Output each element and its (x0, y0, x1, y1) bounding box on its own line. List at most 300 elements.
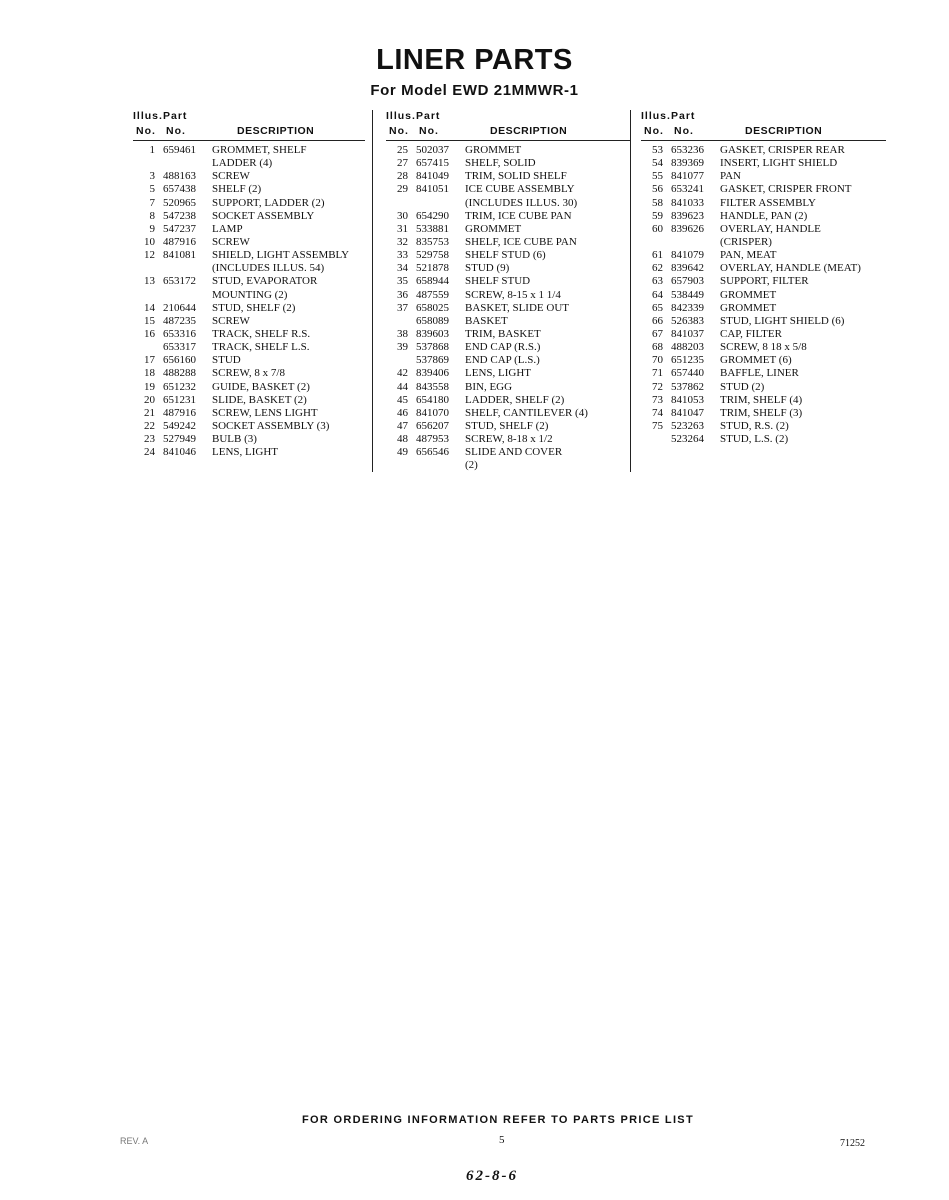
part-number: 651231 (163, 393, 196, 406)
parts-row (641, 381, 886, 394)
parts-row (641, 197, 886, 210)
parts-row (386, 262, 631, 275)
part-number: 210644 (163, 301, 196, 314)
parts-row (641, 144, 886, 157)
illus-number: 54 (652, 157, 663, 170)
part-number: 529758 (416, 249, 449, 262)
part-number: 537869 (416, 354, 449, 367)
part-description: SHELF, SOLID (465, 157, 536, 170)
part-number: 547238 (163, 209, 196, 222)
parts-row (641, 367, 886, 380)
part-number: 841077 (671, 170, 704, 183)
header-description: DESCRIPTION (745, 125, 823, 137)
parts-row (641, 302, 886, 315)
parts-row (386, 407, 631, 420)
part-description: SOCKET ASSEMBLY (212, 209, 315, 222)
illus-number: 68 (652, 341, 663, 354)
parts-row (133, 341, 365, 354)
parts-column-2 (386, 108, 631, 473)
page-number: 5 (499, 1134, 505, 1146)
part-description: STUD (9) (465, 262, 510, 275)
illus-number: 33 (397, 249, 408, 262)
part-number: 487953 (416, 433, 449, 446)
parts-row (641, 223, 886, 236)
part-description: STUD, EVAPORATOR (212, 275, 318, 288)
column-divider (372, 110, 373, 472)
part-description: TRACK, SHELF R.S. (212, 327, 311, 340)
part-description: GROMMET (6) (720, 354, 792, 367)
parts-row (133, 446, 365, 459)
illus-number: 42 (397, 367, 408, 380)
parts-row (641, 341, 886, 354)
parts-row (641, 249, 886, 262)
part-description: LADDER (4) (212, 157, 273, 170)
parts-row (133, 275, 365, 288)
part-description: (2) (465, 459, 478, 472)
illus-number: 5 (149, 183, 155, 196)
document-number: 71252 (840, 1138, 865, 1149)
part-description: STUD, SHELF (2) (465, 419, 549, 432)
part-number: 523263 (671, 419, 704, 432)
parts-row (386, 170, 631, 183)
parts-row (641, 420, 886, 433)
part-number: 657438 (163, 183, 196, 196)
illus-number: 20 (144, 393, 155, 406)
parts-row (133, 407, 365, 420)
parts-row (133, 394, 365, 407)
part-number: 487235 (163, 314, 196, 327)
part-number: 839369 (671, 157, 704, 170)
part-number: 654290 (416, 209, 449, 222)
part-description: (INCLUDES ILLUS. 54) (212, 262, 325, 275)
illus-number: 44 (397, 380, 408, 393)
parts-row (386, 289, 631, 302)
parts-row (641, 157, 886, 170)
header-part: Part (416, 110, 441, 122)
parts-row (386, 446, 631, 459)
parts-row (133, 144, 365, 157)
model-subtitle: For Model EWD 21MMWR-1 (370, 82, 579, 99)
illus-number: 39 (397, 341, 408, 354)
part-number: 520965 (163, 196, 196, 209)
parts-row (641, 210, 886, 223)
part-description: (INCLUDES ILLUS. 30) (465, 196, 578, 209)
illus-number: 58 (652, 196, 663, 209)
illus-number: 37 (397, 301, 408, 314)
header-illus: Illus. (386, 110, 416, 122)
part-number: 487916 (163, 235, 196, 248)
part-description: ICE CUBE ASSEMBLY (465, 183, 575, 196)
parts-row (133, 367, 365, 380)
part-number: 521878 (416, 262, 449, 275)
part-description: SLIDE, BASKET (2) (212, 393, 307, 406)
column-header (641, 108, 886, 141)
parts-row (133, 354, 365, 367)
part-description: BIN, EGG (465, 380, 513, 393)
parts-column-3 (641, 108, 886, 446)
parts-row (133, 433, 365, 446)
part-description: SHELF, CANTILEVER (4) (465, 406, 588, 419)
part-description: SHELF, ICE CUBE PAN (465, 235, 577, 248)
illus-number: 29 (397, 183, 408, 196)
illus-number: 53 (652, 144, 663, 156)
parts-row (386, 354, 631, 367)
parts-list (386, 144, 631, 473)
part-number: 526383 (671, 314, 704, 327)
part-description: SCREW, 8-18 x 1/2 (465, 433, 553, 446)
part-description: STUD (212, 354, 241, 367)
parts-row (133, 328, 365, 341)
part-number: 841053 (671, 393, 704, 406)
illus-number: 34 (397, 262, 408, 275)
part-number: 841051 (416, 183, 449, 196)
parts-row (133, 262, 365, 275)
parts-row (133, 170, 365, 183)
part-description: TRIM, ICE CUBE PAN (465, 209, 572, 222)
part-number: 658944 (416, 275, 449, 288)
parts-row (641, 328, 886, 341)
parts-row (386, 315, 631, 328)
part-description: SHELF STUD (6) (465, 249, 546, 262)
part-description: GUIDE, BASKET (2) (212, 380, 310, 393)
illus-number: 9 (149, 222, 155, 235)
part-description: SUPPORT, FILTER (720, 275, 809, 288)
illus-number: 60 (652, 222, 663, 235)
illus-number: 55 (652, 170, 663, 183)
header-part: Part (671, 110, 696, 122)
parts-row (133, 223, 365, 236)
part-description: CAP, FILTER (720, 327, 782, 340)
part-description: GASKET, CRISPER REAR (720, 144, 845, 156)
part-number: 653316 (163, 327, 196, 340)
part-number: 537868 (416, 341, 449, 354)
illus-number: 16 (144, 327, 155, 340)
parts-row (386, 367, 631, 380)
part-number: 487916 (163, 406, 196, 419)
parts-row (641, 183, 886, 196)
part-description: GROMMET, SHELF (212, 144, 307, 156)
part-number: 657903 (671, 275, 704, 288)
part-description: SCREW, LENS LIGHT (212, 406, 318, 419)
part-description: GASKET, CRISPER FRONT (720, 183, 852, 196)
part-number: 653317 (163, 341, 196, 354)
page-title: LINER PARTS (376, 44, 573, 76)
header-illus-no: No. (389, 125, 409, 137)
part-number: 841046 (163, 446, 196, 459)
part-description: STUD, SHELF (2) (212, 301, 296, 314)
parts-row (133, 236, 365, 249)
part-description: FILTER ASSEMBLY (720, 196, 816, 209)
part-description: HANDLE, PAN (2) (720, 209, 808, 222)
part-number: 653241 (671, 183, 704, 196)
part-description: SCREW, 8 x 7/8 (212, 367, 285, 380)
illus-number: 49 (397, 446, 408, 459)
part-number: 533881 (416, 222, 449, 235)
part-description: BULB (3) (212, 433, 257, 446)
parts-row (386, 210, 631, 223)
parts-row (641, 315, 886, 328)
parts-row (641, 407, 886, 420)
illus-number: 38 (397, 327, 408, 340)
parts-column-1 (133, 108, 365, 459)
part-description: OVERLAY, HANDLE (MEAT) (720, 262, 861, 275)
part-description: BAFFLE, LINER (720, 367, 799, 380)
illus-number: 25 (397, 144, 408, 156)
illus-number: 75 (652, 419, 663, 432)
parts-row (386, 381, 631, 394)
parts-row (133, 381, 365, 394)
part-number: 658025 (416, 301, 449, 314)
illus-number: 56 (652, 183, 663, 196)
illus-number: 45 (397, 393, 408, 406)
part-description: STUD, LIGHT SHIELD (6) (720, 314, 845, 327)
part-number: 656546 (416, 446, 449, 459)
illus-number: 48 (397, 433, 408, 446)
part-description: END CAP (L.S.) (465, 354, 540, 367)
illus-number: 74 (652, 406, 663, 419)
parts-row (641, 262, 886, 275)
part-number: 502037 (416, 144, 449, 156)
parts-list (133, 144, 365, 459)
parts-row (133, 197, 365, 210)
part-number: 839406 (416, 367, 449, 380)
part-description: SHELF STUD (465, 275, 531, 288)
parts-row (386, 236, 631, 249)
parts-row (133, 315, 365, 328)
column-header (386, 108, 631, 141)
parts-row (133, 302, 365, 315)
illus-number: 18 (144, 367, 155, 380)
header-illus-no: No. (136, 125, 156, 137)
part-number: 651235 (671, 354, 704, 367)
illus-number: 31 (397, 222, 408, 235)
column-header (133, 108, 365, 141)
part-description: SHIELD, LIGHT ASSEMBLY (212, 249, 350, 262)
part-description: SCREW (212, 170, 250, 183)
parts-row (386, 275, 631, 288)
illus-number: 27 (397, 157, 408, 170)
illus-number: 65 (652, 301, 663, 314)
illus-number: 71 (652, 367, 663, 380)
parts-row (386, 197, 631, 210)
part-number: 657440 (671, 367, 704, 380)
part-number: 835753 (416, 235, 449, 248)
part-description: SCREW (212, 235, 250, 248)
illus-number: 19 (144, 380, 155, 393)
parts-row (386, 459, 631, 472)
part-number: 653236 (671, 144, 704, 156)
part-number: 537862 (671, 380, 704, 393)
handwritten-note: 62-8-6 (466, 1168, 518, 1184)
part-description: TRIM, BASKET (465, 327, 541, 340)
illus-number: 62 (652, 262, 663, 275)
part-number: 658089 (416, 314, 449, 327)
illus-number: 14 (144, 301, 155, 314)
parts-row (386, 302, 631, 315)
parts-row (386, 249, 631, 262)
part-number: 841081 (163, 249, 196, 262)
parts-row (386, 328, 631, 341)
illus-number: 64 (652, 288, 663, 301)
part-number: 651232 (163, 380, 196, 393)
part-number: 839642 (671, 262, 704, 275)
illus-number: 30 (397, 209, 408, 222)
header-illus-no: No. (644, 125, 664, 137)
parts-row (641, 275, 886, 288)
part-number: 488203 (671, 341, 704, 354)
part-description: LENS, LIGHT (465, 367, 531, 380)
part-description: SHELF (2) (212, 183, 262, 196)
parts-row (386, 420, 631, 433)
part-number: 488163 (163, 170, 196, 183)
part-number: 841070 (416, 406, 449, 419)
illus-number: 7 (149, 196, 155, 209)
parts-row (641, 354, 886, 367)
header-illus: Illus. (641, 110, 671, 122)
part-number: 538449 (671, 288, 704, 301)
illus-number: 73 (652, 393, 663, 406)
parts-row (133, 183, 365, 196)
part-number: 527949 (163, 433, 196, 446)
part-description: (CRISPER) (720, 235, 772, 248)
part-number: 841049 (416, 170, 449, 183)
part-description: SLIDE AND COVER (465, 446, 563, 459)
illus-number: 59 (652, 209, 663, 222)
header-part-no: No. (419, 125, 439, 137)
part-number: 653172 (163, 275, 196, 288)
part-description: LAMP (212, 222, 243, 235)
illus-number: 21 (144, 406, 155, 419)
illus-number: 17 (144, 354, 155, 367)
part-description: LENS, LIGHT (212, 446, 278, 459)
illus-number: 3 (149, 170, 155, 183)
part-description: SCREW, 8-15 x 1 1/4 (465, 288, 561, 301)
part-description: BASKET, SLIDE OUT (465, 301, 569, 314)
parts-row (641, 170, 886, 183)
header-description: DESCRIPTION (237, 125, 315, 137)
part-description: OVERLAY, HANDLE (720, 222, 821, 235)
parts-row (133, 249, 365, 262)
parts-list (641, 144, 886, 446)
illus-number: 36 (397, 288, 408, 301)
illus-number: 10 (144, 235, 155, 248)
part-number: 654180 (416, 393, 449, 406)
illus-number: 32 (397, 235, 408, 248)
illus-number: 35 (397, 275, 408, 288)
parts-row (641, 394, 886, 407)
part-number: 841037 (671, 327, 704, 340)
illus-number: 61 (652, 249, 663, 262)
illus-number: 47 (397, 419, 408, 432)
illus-number: 72 (652, 380, 663, 393)
revision-label: REV. A (120, 1136, 149, 1146)
parts-row (386, 341, 631, 354)
illus-number: 46 (397, 406, 408, 419)
part-description: END CAP (R.S.) (465, 341, 541, 354)
part-description: STUD, R.S. (2) (720, 419, 789, 432)
parts-row (386, 394, 631, 407)
part-number: 657415 (416, 157, 449, 170)
part-description: STUD (2) (720, 380, 765, 393)
part-description: BASKET (465, 314, 508, 327)
part-description: GROMMET (720, 288, 777, 301)
part-description: GROMMET (465, 222, 522, 235)
part-number: 841079 (671, 249, 704, 262)
parts-row (641, 433, 886, 446)
illus-number: 13 (144, 275, 155, 288)
parts-row (386, 144, 631, 157)
part-number: 656207 (416, 419, 449, 432)
part-number: 487559 (416, 288, 449, 301)
parts-row (133, 420, 365, 433)
part-description: SOCKET ASSEMBLY (3) (212, 419, 330, 432)
part-description: MOUNTING (2) (212, 288, 288, 301)
part-number: 656160 (163, 354, 196, 367)
parts-row (133, 210, 365, 223)
part-description: TRACK, SHELF L.S. (212, 341, 310, 354)
part-description: SUPPORT, LADDER (2) (212, 196, 325, 209)
part-description: GROMMET (720, 301, 777, 314)
part-description: GROMMET (465, 144, 522, 156)
part-number: 839623 (671, 209, 704, 222)
part-number: 523264 (671, 433, 704, 446)
illus-number: 70 (652, 354, 663, 367)
part-description: TRIM, SHELF (4) (720, 393, 803, 406)
header-description: DESCRIPTION (490, 125, 568, 137)
parts-row (386, 183, 631, 196)
parts-row (386, 157, 631, 170)
part-number: 841033 (671, 196, 704, 209)
illus-number: 28 (397, 170, 408, 183)
part-number: 659461 (163, 144, 196, 156)
header-part: Part (163, 110, 188, 122)
illus-number: 8 (149, 209, 155, 222)
part-description: TRIM, SHELF (3) (720, 406, 803, 419)
part-number: 841047 (671, 406, 704, 419)
part-description: SCREW (212, 314, 250, 327)
illus-number: 22 (144, 419, 155, 432)
part-description: LADDER, SHELF (2) (465, 393, 565, 406)
part-description: STUD, L.S. (2) (720, 433, 789, 446)
header-illus: Illus. (133, 110, 163, 122)
parts-row (641, 236, 886, 249)
illus-number: 63 (652, 275, 663, 288)
parts-row (133, 157, 365, 170)
parts-row (386, 223, 631, 236)
part-number: 549242 (163, 419, 196, 432)
part-number: 842339 (671, 301, 704, 314)
header-part-no: No. (166, 125, 186, 137)
part-description: PAN, MEAT (720, 249, 777, 262)
part-description: SCREW, 8 18 x 5/8 (720, 341, 807, 354)
part-description: PAN (720, 170, 741, 183)
parts-row (133, 289, 365, 302)
header-part-no: No. (674, 125, 694, 137)
part-number: 488288 (163, 367, 196, 380)
part-number: 839603 (416, 327, 449, 340)
part-number: 547237 (163, 222, 196, 235)
illus-number: 1 (149, 144, 155, 156)
illus-number: 24 (144, 446, 155, 459)
parts-row (386, 433, 631, 446)
part-number: 839626 (671, 222, 704, 235)
illus-number: 67 (652, 327, 663, 340)
illus-number: 15 (144, 314, 155, 327)
part-description: INSERT, LIGHT SHIELD (720, 157, 838, 170)
part-number: 843558 (416, 380, 449, 393)
parts-row (641, 289, 886, 302)
part-description: TRIM, SOLID SHELF (465, 170, 567, 183)
